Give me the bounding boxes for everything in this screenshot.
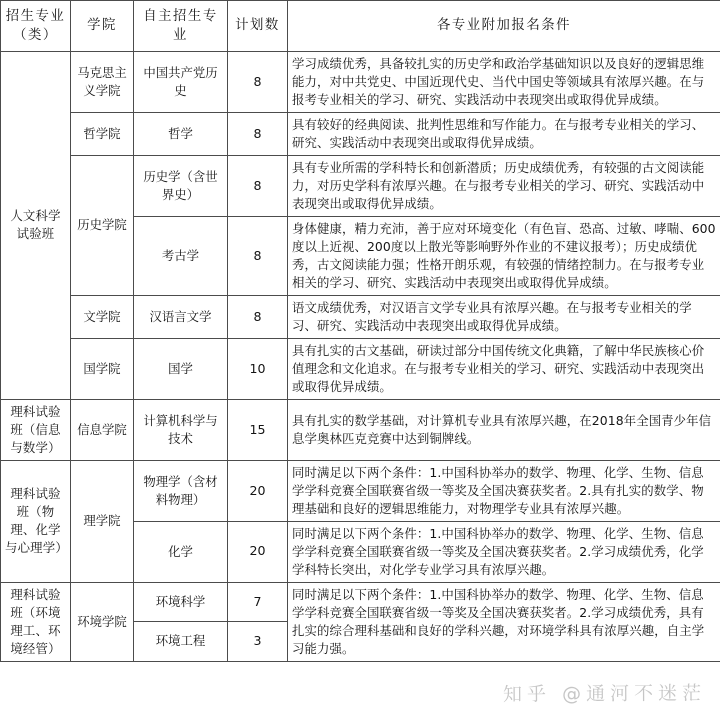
cell-major: 计算机科学与技术 <box>134 399 228 460</box>
table-row <box>1 52 720 113</box>
cell-college: 马克思主义学院 <box>71 52 134 113</box>
cell-conditions: 具有扎实的数学基础，对计算机专业具有浓厚兴趣，在2018年全国青少年信息学奥林匹克竞赛中达到铜牌线。 <box>288 399 720 460</box>
column-header-major: 自主招生专业 <box>134 1 228 52</box>
cell-quota: 8 <box>228 52 288 113</box>
cell-quota: 7 <box>228 582 288 621</box>
cell-conditions: 同时满足以下两个条件：1.中国科协举办的数学、物理、化学、生物、信息学学科竞赛全国联赛省级一等奖及全国决赛获奖者。2.具有扎实的数学、物理基础和良好的逻辑思维能力，对物理学专业具有浓厚兴趣。 <box>288 460 720 521</box>
cell-quota: 8 <box>228 155 288 216</box>
cell-conditions: 语文成绩优秀，对汉语言文学专业具有浓厚兴趣。在与报考专业相关的学习、研究、实践活动中表现突出或取得优异成绩。 <box>288 295 720 338</box>
table-row <box>1 582 720 621</box>
cell-category: 理科试验班（信息与数学） <box>1 399 71 460</box>
cell-major: 物理学（含材料物理） <box>134 460 228 521</box>
cell-conditions: 同时满足以下两个条件：1.中国科协举办的数学、物理、化学、生物、信息学学科竞赛全国联赛省级一等奖及全国决赛获奖者。2.学习成绩优秀，具有扎实的综合理科基础和良好的学科兴趣，对环境学科具有浓厚兴趣，自主学习能力强。 <box>288 582 720 661</box>
column-header-quota: 计划数 <box>228 1 288 52</box>
cell-quota: 8 <box>228 112 288 155</box>
cell-quota: 3 <box>228 622 288 661</box>
cell-conditions: 身体健康，精力充沛，善于应对环境变化（有色盲、恐高、过敏、哮喘、600度以上近视、200度以上散光等影响野外作业的不建议报考）；历史成绩优秀，古文阅读能力强；性格开朗乐观，有较强的情绪控制力。在与报考专业相关的学习、研究、实践活动中表现突出或取得优异成绩。 <box>288 216 720 295</box>
table-row <box>1 399 720 460</box>
column-header-category: 招生专业（类） <box>1 1 71 52</box>
cell-major: 环境科学 <box>134 582 228 621</box>
cell-major: 国学 <box>134 338 228 399</box>
column-header-conditions: 各专业附加报名条件 <box>288 1 720 52</box>
table-header <box>1 1 720 52</box>
cell-major: 环境工程 <box>134 622 228 661</box>
cell-college: 环境学院 <box>71 582 134 661</box>
cell-college: 哲学院 <box>71 112 134 155</box>
cell-major: 历史学（含世界史） <box>134 155 228 216</box>
cell-quota: 15 <box>228 399 288 460</box>
cell-college: 国学院 <box>71 338 134 399</box>
cell-quota: 8 <box>228 295 288 338</box>
table-row <box>1 295 720 338</box>
cell-major: 考古学 <box>134 216 228 295</box>
table-row <box>1 155 720 216</box>
cell-major: 哲学 <box>134 112 228 155</box>
table-row <box>1 460 720 521</box>
cell-category: 理科试验班（环境理工、环境经管） <box>1 582 71 661</box>
watermark: 知乎 @通河不迷茫 <box>502 682 707 706</box>
cell-conditions: 学习成绩优秀，具备较扎实的历史学和政治学基础知识以及良好的逻辑思维能力，对中共党史、中国近现代史、当代中国史等领域具有浓厚兴趣。在与报考专业相关的学习、研究、实践活动中表现突出或取得优异成绩。 <box>288 52 720 113</box>
table-header-row <box>1 1 720 52</box>
cell-conditions: 具有专业所需的学科特长和创新潜质；历史成绩优秀，有较强的古文阅读能力，对历史学科有浓厚兴趣。在与报考专业相关的学习、研究、实践活动中表现突出或取得优异成绩。 <box>288 155 720 216</box>
column-header-college: 学院 <box>71 1 134 52</box>
cell-quota: 20 <box>228 521 288 582</box>
cell-conditions: 具有扎实的古文基础，研读过部分中国传统文化典籍，了解中华民族核心价值理念和文化追求。在与报考专业相关的学习、研究、实践活动中表现突出或取得优异成绩。 <box>288 338 720 399</box>
cell-category: 理科试验班（物理、化学与心理学） <box>1 460 71 582</box>
cell-quota: 20 <box>228 460 288 521</box>
cell-major: 汉语言文学 <box>134 295 228 338</box>
table-row <box>1 338 720 399</box>
cell-major: 化学 <box>134 521 228 582</box>
cell-quota: 8 <box>228 216 288 295</box>
cell-college: 历史学院 <box>71 155 134 295</box>
cell-quota: 10 <box>228 338 288 399</box>
cell-conditions: 同时满足以下两个条件：1.中国科协举办的数学、物理、化学、生物、信息学学科竞赛全国联赛省级一等奖及全国决赛获奖者。2.学习成绩优秀，化学学科特长突出，对化学专业学习具有浓厚兴趣。 <box>288 521 720 582</box>
cell-college: 信息学院 <box>71 399 134 460</box>
cell-college: 文学院 <box>71 295 134 338</box>
table-body <box>1 52 720 662</box>
table-row <box>1 112 720 155</box>
cell-category: 人文科学试验班 <box>1 52 71 400</box>
cell-major: 中国共产党历史 <box>134 52 228 113</box>
cell-conditions: 具有较好的经典阅读、批判性思维和写作能力。在与报考专业相关的学习、研究、实践活动中表现突出或取得优异成绩。 <box>288 112 720 155</box>
cell-college: 理学院 <box>71 460 134 582</box>
